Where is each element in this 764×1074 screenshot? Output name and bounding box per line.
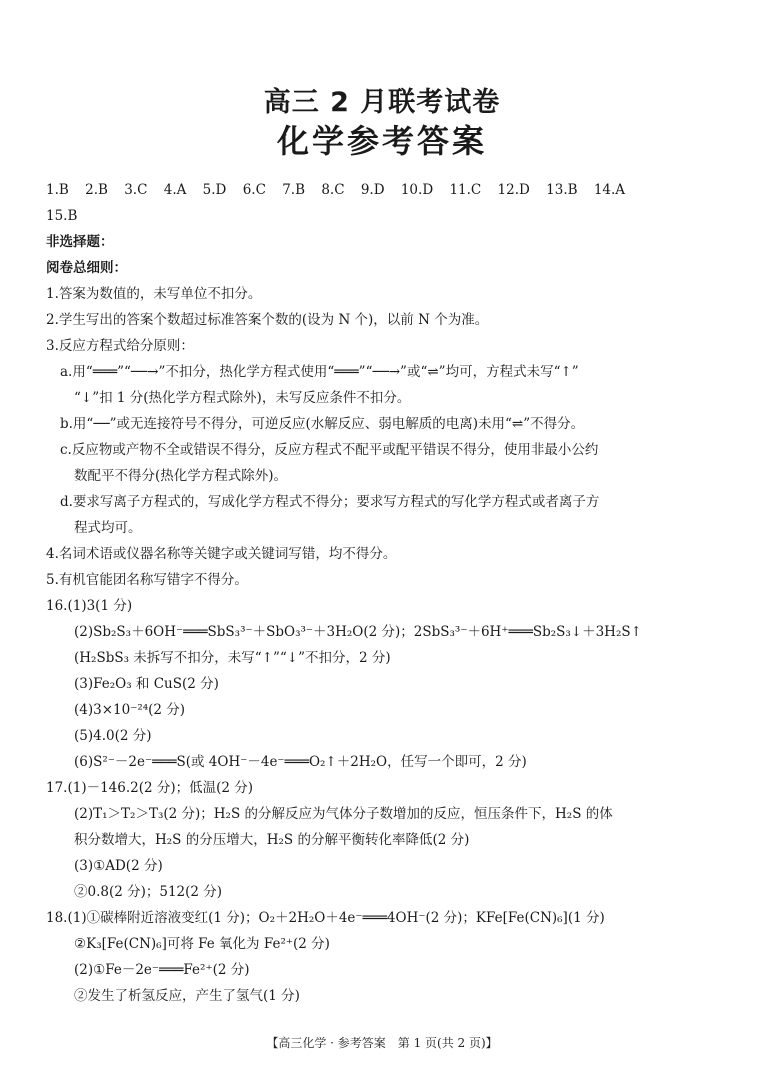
rule-1: 1.答案为数值的，未写单位不扣分。: [46, 286, 262, 302]
q16-part1: 16.(1)3(1 分): [46, 598, 133, 614]
q18-part1: 18.(1)①碳棒附近溶液变红(1 分)；O₂＋2H₂O＋4e⁻═══4OH⁻(2 分)；KFe[Fe(CN)₆](1 分): [46, 910, 605, 926]
rule-2: 2.学生写出的答案个数超过标准答案个数的(设为 N 个)，以前 N 个为准。: [46, 312, 489, 328]
q16-part6: (6)S²⁻－2e⁻═══S(或 4OH⁻－4e⁻═══O₂↑＋2H₂O，任写一个即可，2 分): [74, 754, 527, 770]
rule-3b: b.用“──”或无连接符号不得分，可逆反应(水解反应、弱电解质的电离)未用“⇌”不得分。: [60, 416, 585, 432]
choice-answer: 9.D: [360, 182, 385, 198]
choice-answer: 11.C: [449, 182, 482, 198]
q17-part1: 17.(1)－146.2(2 分)；低温(2 分): [46, 780, 254, 796]
rule-3c: c.反应物或产物不全或错误不得分，反应方程式不配平或配平错误不得分，使用非最小公约: [60, 442, 599, 458]
rule-5: 5.有机官能团名称写错字不得分。: [46, 572, 248, 588]
q16-part5: (5)4.0(2 分): [74, 728, 152, 744]
choice-answer: 1.B: [46, 182, 69, 198]
rule-3a-cont: “↓”扣 1 分(热化学方程式除外)，未写反应条件不扣分。: [74, 390, 411, 406]
rules-heading: 阅卷总细则：: [46, 260, 127, 276]
choice-answer: 13.B: [546, 182, 578, 198]
choice-answer: 3.C: [124, 182, 148, 198]
choice-answers-row: [46, 177, 726, 203]
choice-answer: 7.B: [282, 182, 306, 198]
rule-3a: a.用“═══”“──→”不扣分，热化学方程式使用“═══”“──→”或“⇌”均可，方程式未写“↑”: [60, 364, 579, 380]
rule-4: 4.名词术语或仪器名称等关键字或关键词写错，均不得分。: [46, 546, 397, 562]
q18-part2a: (2)①Fe－2e⁻═══Fe²⁺(2 分): [74, 962, 250, 978]
rule-3: 3.反应方程式给分原则：: [46, 338, 194, 354]
choice-answer: 12.D: [497, 182, 530, 198]
choice-answer: 14.A: [593, 182, 626, 198]
q18-part2b: ②发生了析氢反应，产生了氢气(1 分): [74, 988, 300, 1004]
choice-answer: 2.B: [85, 182, 108, 198]
exam-title: 高三 2 月联考试卷: [263, 87, 501, 118]
choice-answer: 10.D: [400, 182, 434, 198]
q16-part3: (3)Fe₂O₃ 和 CuS(2 分): [74, 676, 219, 692]
choice-answer: 6.C: [242, 182, 266, 198]
q17-part3b: ②0.8(2 分)；512(2 分): [74, 884, 223, 900]
answer-key-title: 化学参考答案: [276, 122, 487, 160]
q17-part2: (2)T₁＞T₂＞T₃(2 分)；H₂S 的分解反应为气体分子数增加的反应，恒压条件下，H₂S 的体: [74, 806, 613, 822]
choice-answer: 8.C: [321, 182, 345, 198]
rule-3d-cont: 程式均可。: [74, 520, 142, 536]
nonchoice-heading: 非选择题：: [46, 234, 114, 250]
q16-part4: (4)3×10⁻²⁴(2 分): [74, 702, 186, 718]
q16-part2: (2)Sb₂S₃＋6OH⁻═══SbS₃³⁻＋SbO₃³⁻＋3H₂O(2 分)；2SbS₃³⁻＋6H⁺═══Sb₂S₃↓＋3H₂S↑: [74, 624, 642, 640]
choice-answer: 5.D: [202, 182, 227, 198]
rule-3d: d.要求写离子方程式的，写成化学方程式不得分；要求写方程式的写化学方程式或者离子方: [60, 494, 600, 510]
q17-part2-cont: 积分数增大，H₂S 的分压增大，H₂S 的分解平衡转化率降低(2 分): [74, 832, 470, 848]
page-footer: 【高三化学 · 参考答案 第 1 页(共 2 页)】: [266, 1036, 498, 1050]
rule-3c-cont: 数配平不得分(热化学方程式除外)。: [74, 468, 288, 484]
q17-part3a: (3)①AD(2 分): [74, 858, 163, 874]
q18-part1b: ②K₃[Fe(CN)₆]可将 Fe 氧化为 Fe²⁺(2 分): [74, 936, 330, 952]
answer-content: [46, 177, 726, 1009]
q16-part2-note: (H₂SbS₃ 未拆写不扣分，未写“↑”“↓”不扣分，2 分): [74, 650, 391, 666]
choice-answer-15: 15.B: [46, 208, 78, 224]
choice-answer: 4.A: [163, 182, 187, 198]
